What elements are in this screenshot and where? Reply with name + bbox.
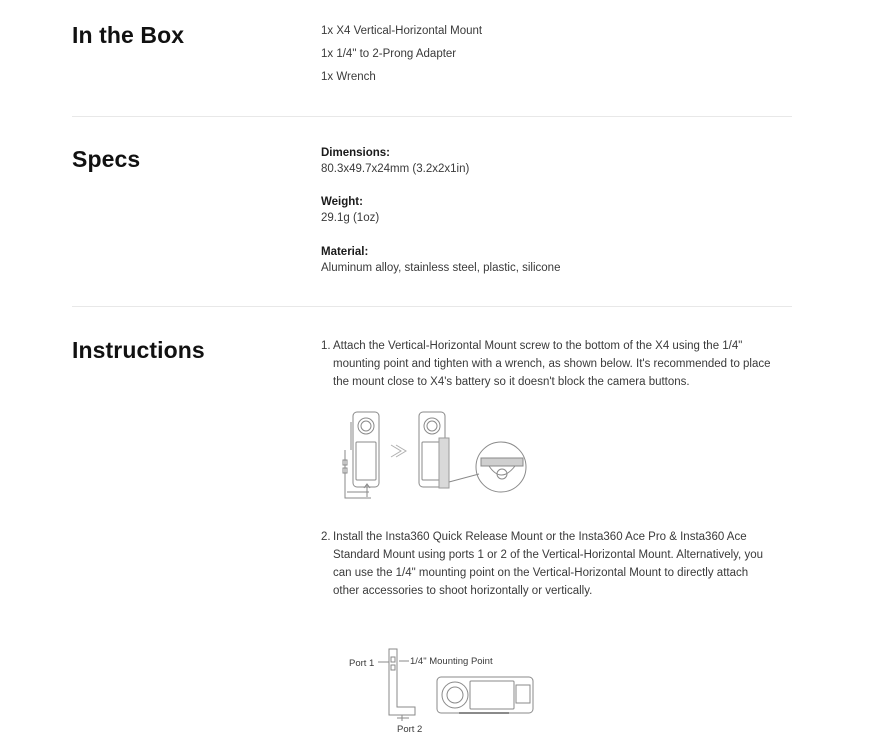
in-the-box-section	[72, 0, 792, 117]
box-item: 1x X4 Vertical-Horizontal Mount	[321, 25, 483, 37]
box-item: 1x 1/4" to 2-Prong Adapter	[321, 48, 457, 60]
spec-value-dimensions: 80.3x49.7x24mm (3.2x2x1in)	[321, 163, 470, 175]
spec-value-weight: 29.1g (1oz)	[321, 212, 380, 224]
spec-label-dimensions: Dimensions:	[321, 147, 391, 159]
step-text: Attach the Vertical-Horizontal Mount screw to the bottom of the X4 using the 1/4" mounting point and tighten with a wrench, as shown below. It's recommended to place the mount close to X4's battery so it doesn't block the camera buttons.	[333, 340, 771, 388]
step-number: 2.	[321, 531, 331, 543]
port-1-label: Port 1	[349, 658, 375, 669]
instructions-section	[72, 307, 792, 751]
instruction-step-1	[321, 337, 776, 391]
specs-title: Specs	[72, 146, 141, 172]
instructions-title: Instructions	[72, 337, 205, 363]
box-item: 1x Wrench	[321, 71, 376, 83]
spec-label-material: Material:	[321, 246, 369, 258]
mount-ports-illustration	[349, 645, 549, 735]
step-number: 1.	[321, 340, 331, 352]
spec-value-material: Aluminum alloy, stainless steel, plastic, silicone	[321, 262, 561, 274]
in-the-box-title: In the Box	[72, 22, 185, 48]
specs-section	[72, 117, 792, 307]
instruction-step-2	[321, 528, 776, 600]
mounting-point-label: 1/4" Mounting Point	[410, 656, 493, 667]
step-text: Install the Insta360 Quick Release Mount or the Insta360 Ace Pro & Insta360 Ace Standard Mount using ports 1 or 2 of the Vertical-Horizontal Mount. Alternatively, you can use the 1/4" mounting point on the Vertical-Horizontal Mount to directly attach other accessories to shoot horizontally or vertically.	[333, 531, 763, 597]
port-2-label: Port 2	[397, 724, 423, 735]
mount-installation-illustration	[321, 402, 536, 512]
spec-label-weight: Weight:	[321, 196, 363, 208]
